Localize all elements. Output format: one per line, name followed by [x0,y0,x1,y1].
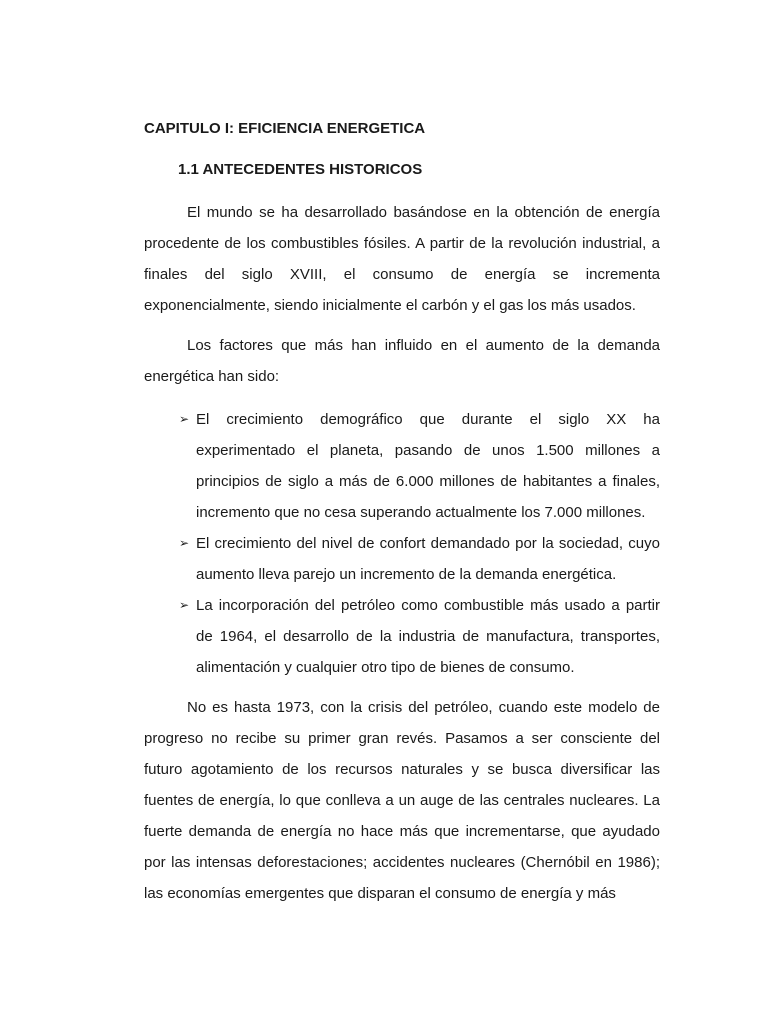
paragraph-factors: Los factores que más han influido en el aumento de la demanda energética han sido: [144,337,660,385]
arrow-bullet-icon: ➢ [179,536,190,550]
paragraph-intro: El mundo se ha desarrollado basándose en la obtención de energía procedente de los combustibles fósiles. A partir de la revolución industrial, a finales del siglo XVIII, el consumo de energía se incrementa exponencialmente, siendo inicialmente el carbón y el gas los más usados. [144,204,660,314]
list-item [144,404,660,528]
list-item [144,590,660,683]
list-item-text: La incorporación del petróleo como combustible más usado a partir de 1964, el desarrollo de la industria de manufactura, transportes, alimentación y cualquier otro tipo de bienes de consumo. [196,597,660,676]
chapter-title: CAPITULO I: EFICIENCIA ENERGETICA [144,120,426,137]
document-body [144,118,660,909]
factors-list [144,404,660,683]
paragraph-oil-crisis: No es hasta 1973, con la crisis del petróleo, cuando este modelo de progreso no recibe su primer gran revés. Pasamos a ser consciente del futuro agotamiento de los recursos naturales y se busca diversificar las fuentes de energía, lo que conlleva a un auge de las centrales nucleares. La fuerte demanda de energía no hace más que incrementarse, que ayudado por las intensas deforestaciones; accidentes nucleares (Chernóbil en 1986); las economías emergentes que disparan el consumo de energía y más [144,699,660,902]
arrow-bullet-icon: ➢ [179,598,190,612]
section-title: 1.1 ANTECEDENTES HISTORICOS [178,161,423,178]
list-item-text: El crecimiento del nivel de confort demandado por la sociedad, cuyo aumento lleva parejo un incremento de la demanda energética. [196,535,660,583]
list-item-text: El crecimiento demográfico que durante el siglo XX ha experimentado el planeta, pasando de unos 1.500 millones a principios de siglo a más de 6.000 millones de habitantes a finales, incremento que no cesa superando actualmente los 7.000 millones. [196,411,660,521]
arrow-bullet-icon: ➢ [179,412,190,426]
list-item [144,528,660,590]
